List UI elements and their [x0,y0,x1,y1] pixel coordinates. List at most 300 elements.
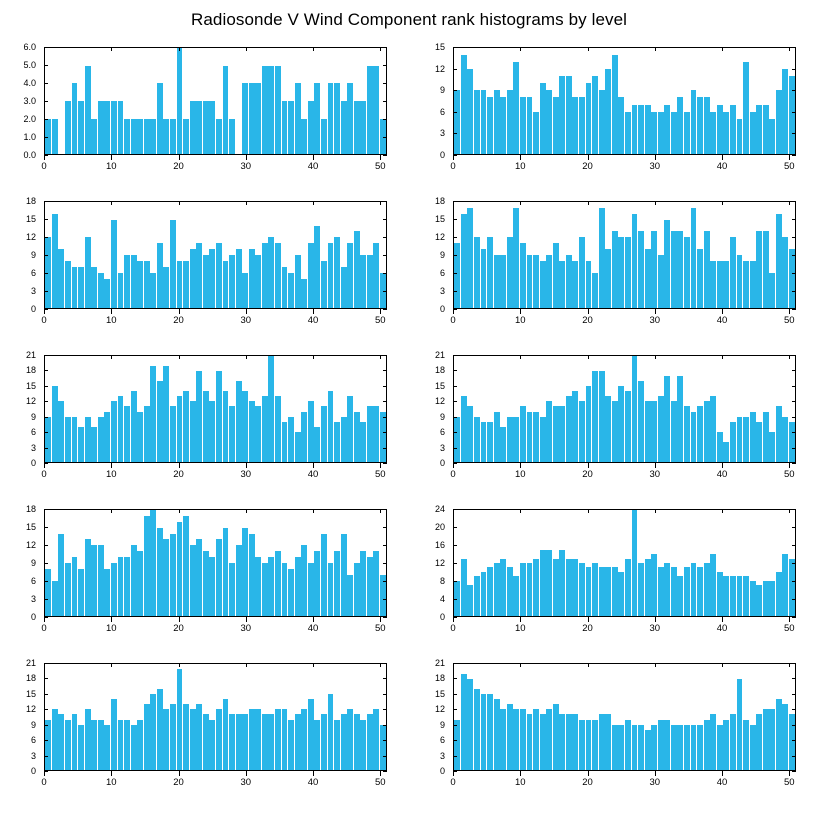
bar [354,714,360,770]
bar-series [45,664,386,770]
x-tick-mark [380,155,381,160]
bar [163,366,169,462]
bar [170,406,176,462]
x-tick-mark-top [789,47,790,51]
bar [527,255,533,308]
bar [157,381,163,462]
y-tick-mark-right [383,237,387,238]
bar [163,539,169,616]
x-tick-mark [453,309,454,314]
x-tick-mark [380,617,381,622]
bar [328,243,334,308]
bar [373,406,379,462]
bar [710,714,716,770]
bar [612,401,618,462]
bar [513,208,519,308]
bar [314,83,320,154]
y-tick-mark-right [383,273,387,274]
bar [671,231,677,308]
bar [262,66,268,154]
bar [487,237,493,308]
bar [308,243,314,308]
y-tick-mark [44,599,48,600]
bar [664,376,670,462]
y-tick-label: 3 [30,750,36,761]
panel-title [0,496,409,509]
y-tick-mark [453,432,457,433]
bar [553,559,559,616]
bar [91,267,97,308]
x-tick-mark-top [520,663,521,667]
x-tick-label: 20 [582,315,593,326]
bar [380,725,386,770]
x-tick-mark [313,155,314,160]
y-tick-label: 9 [439,411,445,422]
bar [467,208,473,308]
y-tick-label: 12 [434,231,445,242]
bar [527,97,533,154]
x-tick-label: 30 [649,777,661,788]
bar [367,557,373,616]
bar [481,572,487,616]
bar [262,714,268,770]
bar [216,371,222,462]
x-tick-label: 50 [374,623,386,634]
bar [229,119,235,154]
bar [118,720,124,770]
x-tick-label: 50 [374,777,386,788]
bar [697,97,703,154]
bar [242,528,248,616]
y-tick-label: 0 [30,304,36,314]
panel-title [409,342,818,355]
x-tick-mark-top [380,47,381,51]
bar [124,255,130,308]
y-tick-label: 0 [30,458,36,468]
bar [599,90,605,154]
bar [255,406,261,462]
bar [150,119,156,154]
y-tick-label: 12 [25,539,36,550]
bar [481,90,487,154]
y-tick-mark-right [792,47,796,48]
bar [782,554,788,616]
bar [52,709,58,770]
y-tick-mark-right [383,355,387,356]
panel-title [0,342,409,355]
plot-area [25,658,387,776]
bar [216,243,222,308]
bar [625,112,631,154]
bar [170,534,176,616]
y-tick-label: 0 [439,766,445,776]
y-tick-mark-right [792,678,796,679]
bar [527,412,533,462]
bar [98,417,104,462]
bar [137,412,143,462]
x-tick-mark [44,463,45,468]
x-tick-mark-top [313,509,314,513]
bar [730,576,736,616]
bar [157,83,163,154]
y-tick-label: 6 [439,106,445,117]
x-tick-mark-top [789,509,790,513]
bar [131,391,137,462]
bar [255,709,261,770]
x-tick-mark [588,155,589,160]
bar [782,704,788,770]
bar [467,585,473,616]
y-tick-mark-right [792,448,796,449]
y-tick-label: 3 [30,286,36,296]
bar [262,563,268,616]
y-tick-mark-right [383,291,387,292]
x-tick-mark [246,771,247,776]
bar [111,101,117,154]
bar [769,581,775,616]
bar [229,406,235,462]
x-tick-mark-top [179,201,180,205]
bar [572,261,578,308]
bar [124,557,130,616]
y-tick-mark [44,137,48,138]
x-tick-mark [246,155,247,160]
bar [308,101,314,154]
x-tick-label: 10 [514,623,526,634]
bar [559,261,565,308]
bar [72,267,78,308]
bar [572,559,578,616]
bar [275,709,281,770]
bar [730,105,736,154]
bar [500,559,506,616]
y-tick-label: 20 [434,521,445,532]
bar [645,105,651,154]
x-tick-mark [246,463,247,468]
bar [750,725,756,770]
bar [52,386,58,462]
bar [98,273,104,308]
bar [249,83,255,154]
x-tick-mark-top [313,663,314,667]
y-tick-label: 3 [439,128,445,139]
bar [288,273,294,308]
y-tick-label: 6 [30,267,36,278]
y-tick-mark-right [792,432,796,433]
bar [704,231,710,308]
bar [677,97,683,154]
y-tick-mark [453,273,457,274]
x-tick-mark-top [789,201,790,205]
x-tick-mark [722,617,723,622]
bar [373,709,379,770]
bar [85,417,91,462]
bar [196,371,202,462]
x-tick-label: 50 [374,315,386,326]
bar [78,427,84,462]
bar [301,279,307,308]
histogram-panel-1 [0,34,409,188]
x-tick-mark-top [111,47,112,51]
bar [85,237,91,308]
bar [789,249,795,308]
bar [341,417,347,462]
panel-title [0,650,409,663]
bar [249,534,255,616]
y-tick-mark-right [792,201,796,202]
y-tick-mark-right [383,756,387,757]
bar [494,563,500,616]
x-tick-mark-top [588,355,589,359]
x-tick-mark [313,309,314,314]
bar [743,261,749,308]
y-tick-mark-right [792,527,796,528]
x-tick-mark [179,463,180,468]
y-tick-label: 9 [439,85,445,96]
bar [65,417,71,462]
panel-title [409,650,818,663]
bar [58,534,64,616]
bar [776,406,782,462]
bar [190,709,196,770]
bar [632,725,638,770]
bar [494,90,500,154]
bar [282,709,288,770]
bar [632,105,638,154]
x-tick-mark-top [44,509,45,513]
bar [78,267,84,308]
bar [697,725,703,770]
y-tick-label: 6 [30,575,36,586]
bar [216,539,222,616]
y-tick-mark-right [383,740,387,741]
x-tick-mark [313,617,314,622]
x-tick-mark-top [246,509,247,513]
bar [467,679,473,770]
x-tick-mark [313,463,314,468]
bar [288,417,294,462]
bar [481,694,487,770]
plot-area [434,658,796,776]
bar [717,105,723,154]
bar [131,119,137,154]
x-tick-mark [111,771,112,776]
bar [282,563,288,616]
x-axis [41,309,387,329]
bar [553,704,559,770]
bar [520,709,526,770]
x-tick-label: 20 [173,623,184,634]
bar [743,62,749,154]
panel-title [0,188,409,201]
y-tick-label: 0 [30,612,36,622]
bar [559,406,565,462]
bar [85,66,91,154]
x-tick-mark [722,771,723,776]
bar [520,243,526,308]
bar [65,720,71,770]
y-tick-mark [453,219,457,220]
bar [137,551,143,616]
bar [461,396,467,462]
panel-title [409,188,818,201]
y-axis-labels [411,42,449,160]
y-tick-mark-right [792,599,796,600]
y-tick-mark [453,386,457,387]
x-tick-label: 50 [783,623,795,634]
bar [769,273,775,308]
x-tick-label: 40 [716,161,728,172]
y-tick-label: 12 [25,396,36,407]
bar [373,66,379,154]
bar [487,567,493,616]
bar-series [45,48,386,154]
bar [196,101,202,154]
bar [461,55,467,154]
bar [520,97,526,154]
bar [301,412,307,462]
bar [658,396,664,462]
bar [572,391,578,462]
bar [618,97,624,154]
bar [612,55,618,154]
bar [507,567,513,616]
bar [651,554,657,616]
bar [579,720,585,770]
y-tick-label: 0 [439,612,445,622]
x-tick-label: 20 [173,777,184,788]
bar [664,720,670,770]
bar [789,559,795,616]
bar [203,551,209,616]
bar [190,401,196,462]
x-tick-label: 50 [783,469,795,480]
bar [599,371,605,462]
bar [223,699,229,770]
x-tick-label: 10 [514,777,526,788]
x-tick-label: 50 [783,161,795,172]
bar [170,704,176,770]
bar [78,569,84,616]
y-tick-mark-right [383,581,387,582]
bar [572,714,578,770]
bar [268,237,274,308]
x-tick-mark-top [655,201,656,205]
bar [157,528,163,616]
bar [513,709,519,770]
y-tick-mark-right [383,563,387,564]
x-tick-mark [588,617,589,622]
x-tick-mark [179,771,180,776]
y-tick-label: 0 [439,458,445,468]
bar [275,551,281,616]
x-tick-label: 0 [41,623,47,634]
bar [354,101,360,154]
x-tick-mark-top [520,509,521,513]
bar [328,391,334,462]
bar [104,725,110,770]
bar [704,401,710,462]
x-tick-mark [111,155,112,160]
x-tick-label: 40 [716,315,728,326]
plot-area [434,504,796,622]
x-tick-label: 20 [173,469,184,480]
bar [540,83,546,154]
bar [507,704,513,770]
bar [540,550,546,616]
y-tick-mark [44,291,48,292]
x-tick-mark [246,617,247,622]
bar [664,563,670,616]
x-tick-label: 40 [307,315,319,326]
y-tick-mark-right [383,545,387,546]
x-tick-label: 50 [374,161,386,172]
bar [507,237,513,308]
y-axis-labels [2,42,40,160]
bar [275,66,281,154]
plot-area [25,350,387,468]
bar [586,720,592,770]
y-tick-mark-right [792,255,796,256]
bar [58,714,64,770]
y-tick-label: 9 [30,558,36,568]
bar [249,709,255,770]
bar [229,563,235,616]
bar [474,90,480,154]
bar [111,220,117,308]
bar [540,714,546,770]
y-tick-mark-right [383,47,387,48]
bar [763,412,769,462]
x-tick-label: 40 [307,777,319,788]
y-tick-label: 3 [30,442,36,453]
y-tick-label: 21 [434,658,445,668]
bar [45,417,51,462]
x-tick-mark-top [111,355,112,359]
bar [360,720,366,770]
x-tick-mark-top [179,509,180,513]
bar [131,545,137,616]
bar [625,720,631,770]
bar [242,391,248,462]
x-tick-mark [655,771,656,776]
x-tick-mark [722,155,723,160]
bar [546,550,552,616]
y-tick-mark-right [383,448,387,449]
bar [500,255,506,308]
y-tick-mark-right [792,725,796,726]
x-tick-mark [789,155,790,160]
bar [347,243,353,308]
y-tick-mark [44,581,48,582]
bar [684,112,690,154]
bar [730,237,736,308]
bar [144,406,150,462]
bar [750,412,756,462]
x-tick-mark [520,617,521,622]
bar-series [454,510,795,616]
histogram-panel-2 [409,34,818,188]
bar [262,396,268,462]
x-tick-mark-top [111,509,112,513]
x-tick-label: 50 [374,469,386,480]
y-tick-mark [453,545,457,546]
x-tick-mark [44,309,45,314]
bar [520,563,526,616]
y-tick-mark-right [792,370,796,371]
bar [566,396,572,462]
bar [268,356,274,462]
